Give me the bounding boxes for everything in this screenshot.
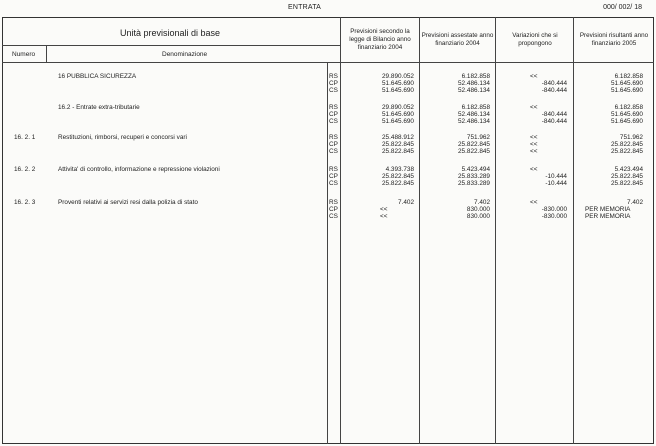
value-rs: << [530, 73, 538, 80]
value-cs: PER MEMORIA [585, 213, 631, 220]
row-risultanti [575, 73, 643, 94]
numero-col-divider [46, 45, 47, 62]
value-cp: 52.486.134 [458, 111, 490, 118]
code-cp: CP [329, 173, 338, 180]
row-variazioni [497, 73, 567, 94]
row-numero: 16. 2. 3 [14, 199, 36, 206]
code-cs: CS [329, 180, 338, 187]
value-rs: 29.890.052 [382, 73, 414, 80]
value-cs: 51.645.690 [611, 118, 643, 125]
col-header-numero: Numero [12, 51, 36, 58]
value-cp: 51.645.690 [611, 80, 643, 87]
codes-col-divider [327, 62, 328, 444]
value-rs: 751.962 [466, 134, 490, 141]
value-cs: 25.833.289 [458, 180, 490, 187]
value-cs: 51.645.690 [382, 87, 414, 94]
value-cp: -830.000 [541, 206, 567, 213]
value-cs: -840.444 [541, 118, 567, 125]
value-cp: PER MEMORIA [585, 206, 631, 213]
value-rs: 7.402 [398, 199, 414, 206]
value-rs: 4.393.738 [385, 166, 414, 173]
col-header-previsioni: Previsioni secondo la legge di Bilancio anno finanziario 2004 [349, 28, 411, 51]
row-previsioni [342, 73, 414, 94]
code-cp: CP [329, 206, 338, 213]
value-cp: -840.444 [541, 80, 567, 87]
value-cp: 25.833.289 [458, 173, 490, 180]
value-cp: 830.000 [466, 206, 490, 213]
value-cp: 25.822.845 [611, 141, 643, 148]
code-cs: CS [329, 87, 338, 94]
row-risultanti [575, 104, 643, 125]
value-rs: 7.402 [627, 199, 643, 206]
value-cp: 51.645.690 [382, 80, 414, 87]
value-cs: 25.822.845 [458, 148, 490, 155]
risultanti-col-divider [573, 17, 574, 444]
row-codes [329, 73, 338, 94]
value-rs: 751.962 [619, 134, 643, 141]
value-cs: 52.486.134 [458, 87, 490, 94]
value-cp: 25.822.845 [458, 141, 490, 148]
value-rs: 5.423.494 [614, 166, 643, 173]
value-cs: 25.822.845 [382, 148, 414, 155]
code-rs: RS [329, 199, 338, 206]
row-assestate [421, 104, 490, 125]
code-cs: CS [329, 118, 338, 125]
code-cp: CP [329, 141, 338, 148]
col-header-assestate: Previsioni assestate anno finanziario 2004 [421, 32, 494, 47]
value-cs: 830.000 [466, 213, 490, 220]
row-previsioni [342, 134, 414, 155]
row-assestate [421, 134, 490, 155]
value-rs: << [530, 166, 538, 173]
value-rs: 25.488.912 [382, 134, 414, 141]
row-denominazione: Proventi relativi ai servizi resi dalla polizia di stato [58, 199, 198, 206]
row-variazioni [497, 199, 567, 220]
value-cp: << [530, 141, 538, 148]
value-cp: 25.822.845 [611, 173, 643, 180]
value-cs: << [380, 213, 388, 220]
value-cs: 25.822.845 [611, 148, 643, 155]
value-cp: 25.822.845 [382, 173, 414, 180]
value-cs: << [530, 148, 538, 155]
value-cs: 25.822.845 [382, 180, 414, 187]
value-cs: 51.645.690 [382, 118, 414, 125]
code-rs: RS [329, 134, 338, 141]
row-previsioni [342, 166, 414, 187]
row-denominazione: Attivita' di controllo, informazione e repressione violazioni [58, 166, 220, 173]
row-previsioni [342, 104, 414, 125]
value-rs: << [530, 199, 538, 206]
row-assestate [421, 73, 490, 94]
row-previsioni [342, 199, 414, 220]
row-risultanti [575, 134, 643, 155]
code-rs: RS [329, 73, 338, 80]
page-reference: 000/ 002/ 18 [603, 4, 642, 11]
code-cp: CP [329, 80, 338, 87]
code-rs: RS [329, 104, 338, 111]
row-denominazione: 16 PUBBLICA SICUREZZA [58, 73, 137, 80]
value-cs: 52.486.134 [458, 118, 490, 125]
value-rs: 6.182.858 [461, 104, 490, 111]
col-header-variazioni: Variazioni che si propongono [512, 32, 558, 47]
value-rs: 6.182.858 [614, 73, 643, 80]
value-cs: -10.444 [545, 180, 567, 187]
row-codes [329, 104, 338, 125]
previsioni-col-divider [340, 17, 341, 444]
value-cs: 25.822.845 [611, 180, 643, 187]
col-header-denominazione: Denominazione [162, 51, 208, 58]
code-rs: RS [329, 166, 338, 173]
row-assestate [421, 199, 490, 220]
value-cp: -840.444 [541, 111, 567, 118]
code-cs: CS [329, 213, 338, 220]
value-rs: 5.423.494 [461, 166, 490, 173]
row-risultanti [575, 166, 643, 187]
value-rs: 7.402 [474, 199, 490, 206]
row-variazioni [497, 104, 567, 125]
value-cs: 51.645.690 [611, 87, 643, 94]
header-divider [2, 45, 340, 46]
value-cp: 52.486.134 [458, 80, 490, 87]
code-cs: CS [329, 148, 338, 155]
header-bottom-line [2, 62, 654, 63]
value-cp: 51.645.690 [611, 111, 643, 118]
row-risultanti [575, 199, 643, 220]
row-assestate [421, 166, 490, 187]
value-cs: -840.444 [541, 87, 567, 94]
assestate-col-divider [419, 17, 420, 444]
table-title: Unità previsionali di base [120, 28, 221, 38]
row-numero: 16. 2. 1 [14, 134, 36, 141]
col-header-risultanti: Previsioni risultanti anno finanziario 2005 [579, 32, 649, 47]
row-denominazione: Restituzioni, rimborsi, recuperi e concorsi vari [58, 134, 187, 141]
value-rs: << [530, 134, 538, 141]
value-cp: 51.645.690 [382, 111, 414, 118]
row-codes [329, 199, 338, 220]
code-cp: CP [329, 111, 338, 118]
value-cs: -830.000 [541, 213, 567, 220]
row-numero: 16. 2. 2 [14, 166, 36, 173]
value-rs: 6.182.858 [461, 73, 490, 80]
row-denominazione: 16.2 - Entrate extra-tributarie [58, 104, 140, 111]
value-cp: << [380, 206, 388, 213]
variazioni-col-divider [495, 17, 496, 444]
value-rs: 6.182.858 [614, 104, 643, 111]
row-codes [329, 166, 338, 187]
document-title: ENTRATA [288, 4, 322, 11]
value-rs: << [530, 104, 538, 111]
row-variazioni [497, 166, 567, 187]
value-rs: 29.890.052 [382, 104, 414, 111]
value-cp: 25.822.845 [382, 141, 414, 148]
row-codes [329, 134, 338, 155]
value-cp: -10.444 [545, 173, 567, 180]
